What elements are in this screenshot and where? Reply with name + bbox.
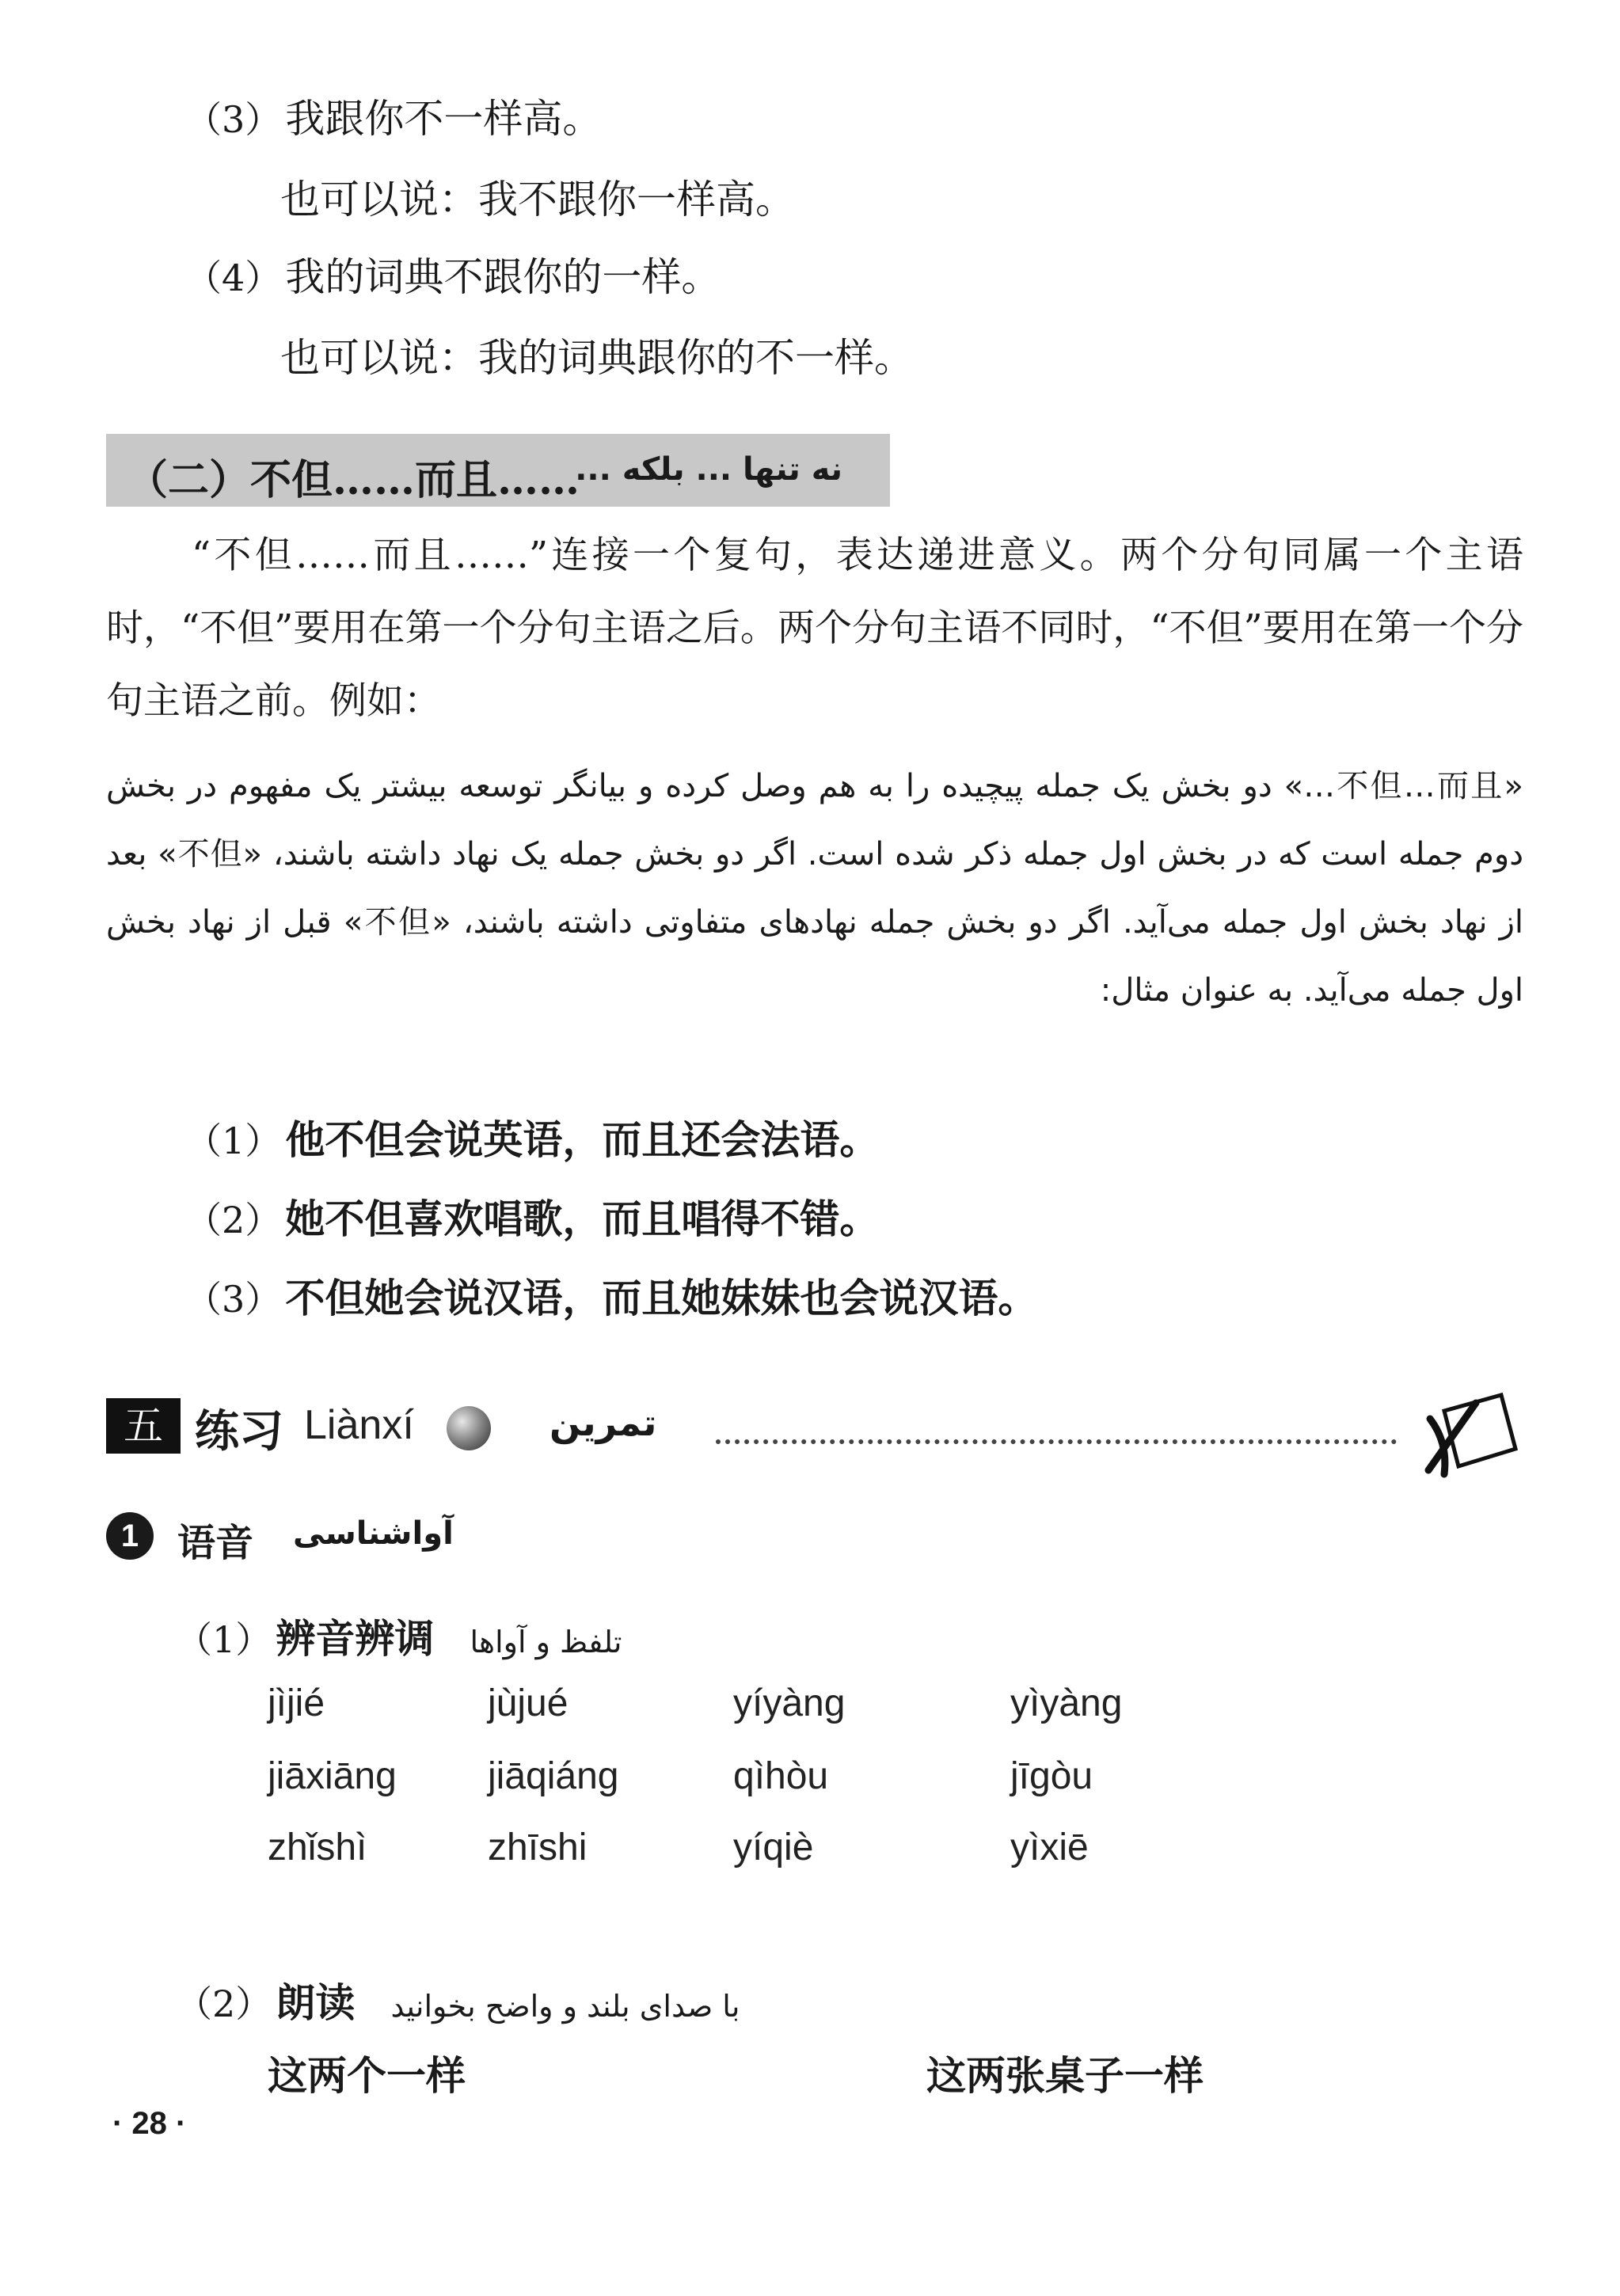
example-3 bbox=[185, 87, 602, 144]
example-text: 她不但喜欢唱歌，而且唱得不错。 bbox=[285, 1196, 880, 1242]
pinyin-item: yíyàng bbox=[733, 1682, 846, 1724]
reading-phrase: 这两个一样 bbox=[268, 2052, 466, 2099]
pinyin-item: jiāqiáng bbox=[488, 1755, 619, 1797]
exercise-number-badge: 1 bbox=[106, 1512, 154, 1560]
pinyin-item: zhīshi bbox=[488, 1827, 588, 1868]
section-heading-bar bbox=[106, 434, 890, 507]
pinyin-item: yìyàng bbox=[1010, 1682, 1123, 1724]
exercise-title-zh: 辨音辨调 bbox=[276, 1615, 435, 1662]
section-title-zh: （二）不但……而且…… bbox=[127, 456, 580, 504]
example-number: （4） bbox=[185, 257, 282, 299]
exercise-2-heading bbox=[176, 1971, 740, 2028]
lianxi-title-fa: تمرین bbox=[550, 1401, 657, 1444]
pinyin-item: jīgòu bbox=[1010, 1755, 1093, 1797]
yuyin-title-fa: آواشناسی bbox=[293, 1515, 454, 1552]
pinyin-item: yìxiē bbox=[1010, 1827, 1089, 1868]
sphere-bullet-icon bbox=[447, 1406, 491, 1450]
alt-label: 也可以说： bbox=[280, 177, 478, 222]
exercise-title-zh: 朗读 bbox=[276, 1979, 356, 2026]
pinyin-item: qìhòu bbox=[733, 1755, 829, 1797]
example-number: （2） bbox=[185, 1199, 282, 1241]
explanation-fa: «不但…而且…» دو بخش یک جمله پیچیده را به هم وصل کرده و بیانگر توسعه بیشتر یک مفهوم در بخش دوم جمله است که در بخش اول جمله ذکر شده است. اگر دو بخش جمله یک نهاد داشته باشند، «不但» بعد از نهاد بخش اول جمله می‌آید. اگر دو بخش جمله نهادهای متفاوتی داشته باشند، «不但» قبل از نهاد بخش اول جمله می‌آید. به عنوان مثال: bbox=[106, 768, 1524, 1009]
checkbox-pencil-icon bbox=[1413, 1387, 1523, 1482]
exercise-title-fa: با صدای بلند و واضح بخوانید bbox=[390, 1989, 740, 2024]
section-number-badge: 五 bbox=[106, 1398, 181, 1454]
example-4-alt bbox=[280, 326, 914, 383]
pinyin-item: jìjié bbox=[268, 1682, 325, 1724]
pinyin-item: zhǐshì bbox=[268, 1827, 367, 1868]
exercise-number: （2） bbox=[176, 1982, 272, 2025]
section-example-2 bbox=[185, 1188, 879, 1245]
section-example-1 bbox=[185, 1108, 879, 1165]
example-text: 他不但会说英语，而且还会法语。 bbox=[285, 1116, 880, 1163]
example-number: （3） bbox=[185, 98, 282, 141]
example-text: 我跟你不一样高。 bbox=[285, 96, 603, 142]
page-number: · 28 · bbox=[112, 2106, 187, 2141]
example-number: （1） bbox=[185, 1119, 282, 1162]
lianxi-heading bbox=[106, 1395, 1523, 1471]
pinyin-item: jùjué bbox=[488, 1682, 569, 1724]
exercise-number: （1） bbox=[176, 1618, 272, 1661]
yuyin-heading bbox=[106, 1512, 581, 1568]
section-example-3 bbox=[185, 1267, 1037, 1324]
example-4 bbox=[185, 245, 721, 302]
exercise-title-fa: تلفظ و آواها bbox=[470, 1625, 622, 1659]
explanation-zh: “不但……而且……”连接一个复句，表达递进意义。两个分句同属一个主语时，“不但”要用在第一个分句主语之后。两个分句主语不同时，“不但”要用在第一个分句主语之前。例如： bbox=[106, 534, 1523, 723]
example-text: 不但她会说汉语，而且她妹妹也会说汉语。 bbox=[285, 1275, 1038, 1321]
reading-phrase: 这两张桌子一样 bbox=[926, 2052, 1204, 2099]
alt-label: 也可以说： bbox=[280, 335, 478, 381]
example-text: 我的词典不跟你的一样。 bbox=[285, 254, 721, 300]
pinyin-item: jiāxiāng bbox=[268, 1755, 397, 1797]
lianxi-title-zh: 练习 bbox=[195, 1405, 283, 1458]
alt-text: 我的词典跟你的不一样。 bbox=[478, 335, 914, 381]
lianxi-title-pinyin: Liànxí bbox=[304, 1402, 414, 1448]
example-3-alt bbox=[280, 168, 795, 225]
section-title-fa: نه تنها ... بلکه ... bbox=[575, 451, 842, 488]
dotted-leader bbox=[716, 1439, 1397, 1444]
exercise-1-heading bbox=[176, 1607, 622, 1664]
alt-text: 我不跟你一样高。 bbox=[478, 177, 795, 222]
yuyin-title-zh: 语音 bbox=[177, 1521, 254, 1565]
pinyin-item: yíqiè bbox=[733, 1827, 814, 1868]
example-number: （3） bbox=[185, 1278, 282, 1321]
